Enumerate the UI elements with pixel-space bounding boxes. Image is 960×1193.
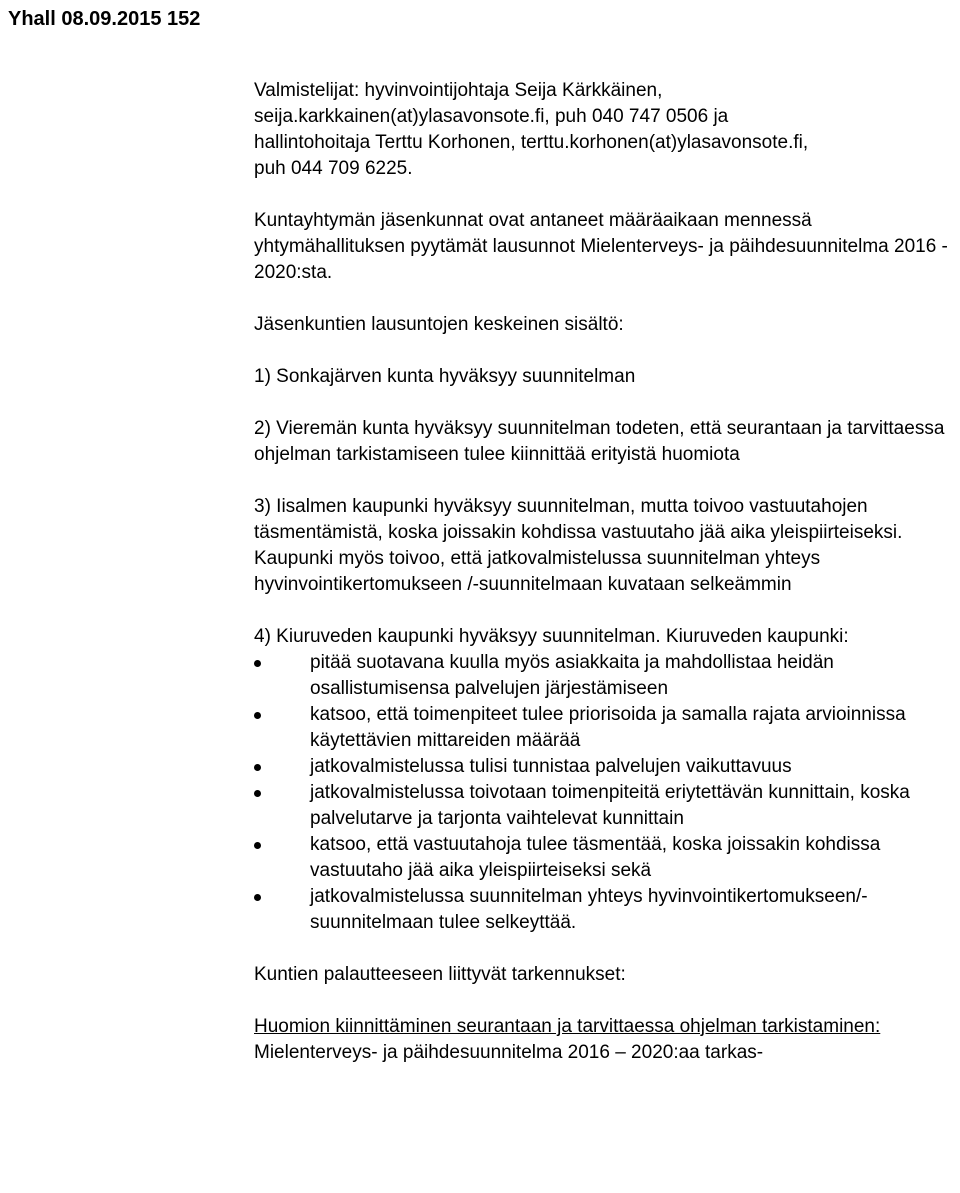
summary-heading: Jäsenkuntien lausuntojen keskeinen sisältö: — [254, 314, 624, 335]
bullet-text: katsoo, että vastuutahoja tulee täsmentää, koska joissakin kohdissa vastuutaho jää aika yleispiirteiseksi sekä — [310, 834, 881, 881]
list-item — [254, 780, 954, 832]
document-body — [254, 78, 954, 1066]
bullet-text: jatkovalmistelussa toivotaan toimenpiteitä eriytettävän kunnittain, koska palvelutarve ja tarjonta vaihtelevat kunnittain — [310, 782, 910, 829]
page-header: Yhall 08.09.2015 152 — [8, 8, 201, 30]
list-item — [254, 884, 954, 936]
statement-item: 1) Sonkajärven kunta hyväksyy suunnitelman — [254, 366, 636, 387]
preparer-line: Valmistelijat: hyvinvointijohtaja Seija Kärkkäinen, — [254, 80, 663, 101]
statement-item: 2) Vieremän kunta hyväksyy suunnitelman todeten, että seurantaan ja tarvittaessa ohjelman tarkistamiseen tulee kiinnittää erityistä huomiota — [254, 418, 945, 465]
bullet-icon — [254, 764, 261, 771]
bullet-list — [254, 650, 954, 936]
list-item — [254, 702, 954, 754]
clarifications-heading: Kuntien palautteeseen liittyvät tarkennukset: — [254, 964, 626, 985]
final-paragraph — [254, 1014, 954, 1066]
preparer-line: puh 044 709 6225. — [254, 158, 413, 179]
list-item — [254, 832, 954, 884]
underlined-heading: Huomion kiinnittäminen seurantaan ja tarvittaessa ohjelman tarkistaminen: — [254, 1016, 881, 1037]
preparer-line: hallintohoitaja Terttu Korhonen, terttu.korhonen(at)ylasavonsote.fi, — [254, 132, 809, 153]
bullet-icon — [254, 842, 261, 849]
final-text: Mielenterveys- ja päihdesuunnitelma 2016 – 2020:aa tarkas- — [254, 1042, 764, 1063]
bullet-text: jatkovalmistelussa suunnitelman yhteys hyvinvointikertomukseen/-suunnitelmaan tulee selkeyttää. — [310, 886, 868, 933]
statement-item: 4) Kiuruveden kaupunki hyväksyy suunnitelman. Kiuruveden kaupunki: — [254, 626, 849, 647]
bullet-icon — [254, 790, 261, 797]
bullet-icon — [254, 660, 261, 667]
statement-item: 3) Iisalmen kaupunki hyväksyy suunnitelman, mutta toivoo vastuutahojen täsmentämistä, koska joissakin kohdissa vastuutaho jää aika yleispiirteiseksi. Kaupunki myös toivoo, että jatkovalmistelussa suunnitelman yhteys hyvinvointikertomukseen /-suunnitelmaan kuvataan selkeämmin — [254, 496, 903, 595]
list-item — [254, 754, 954, 780]
bullet-text: katsoo, että toimenpiteet tulee priorisoida ja samalla rajata arvioinnissa käytettävien mittareiden määrää — [310, 704, 906, 751]
preparer-line: seija.karkkainen(at)ylasavonsote.fi, puh 040 747 0506 ja — [254, 106, 729, 127]
bullet-icon — [254, 894, 261, 901]
list-item — [254, 650, 954, 702]
bullet-text: jatkovalmistelussa tulisi tunnistaa palvelujen vaikuttavuus — [310, 756, 792, 777]
bullet-text: pitää suotavana kuulla myös asiakkaita ja mahdollistaa heidän osallistumisensa palvelujen järjestämiseen — [310, 652, 834, 699]
bullet-icon — [254, 712, 261, 719]
intro-paragraph: Kuntayhtymän jäsenkunnat ovat antaneet määräaikaan mennessä yhtymähallituksen pyytämät lausunnot Mielenterveys- ja päihdesuunnitelma 2016 - 2020:sta. — [254, 210, 948, 283]
